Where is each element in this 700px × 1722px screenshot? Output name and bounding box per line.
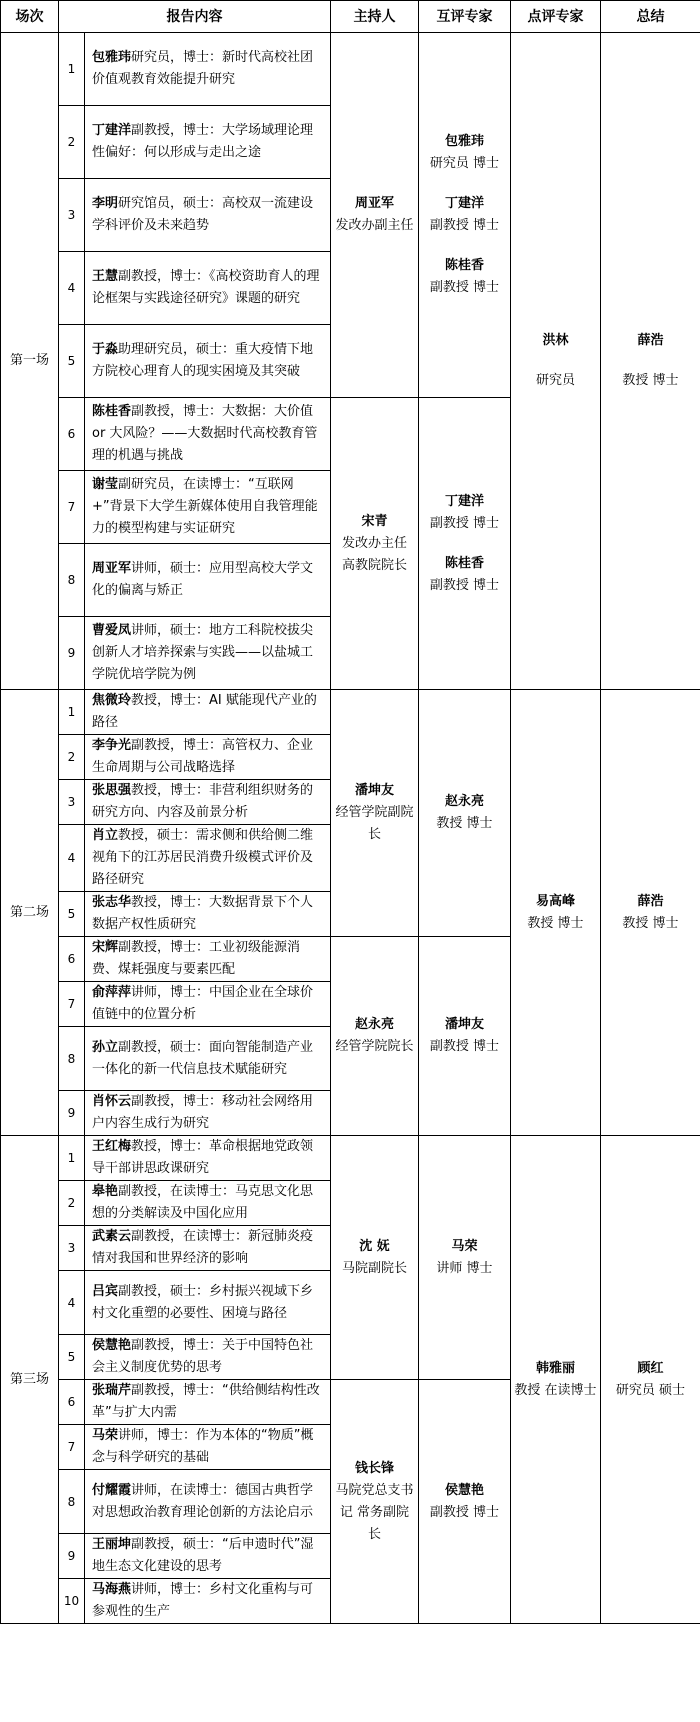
report-content <box>85 544 331 617</box>
host-cell <box>331 1136 419 1380</box>
host-title: 发改办主任 高教院院长 <box>341 535 407 573</box>
report-no: 6 <box>67 1395 76 1409</box>
report-no: 7 <box>67 1440 76 1454</box>
schedule-body <box>1 33 700 1624</box>
report-no: 5 <box>67 1350 76 1364</box>
peer-title: 研究员 博士 <box>429 156 500 171</box>
report-no: 8 <box>67 1051 76 1066</box>
host-title: 发改办副主任 <box>335 218 414 233</box>
header-content: 报告内容 <box>59 1 331 33</box>
presenter-name: 于淼 <box>92 342 119 357</box>
peer-name: 陈桂香 <box>444 555 484 571</box>
report-number <box>59 252 85 325</box>
report-content <box>85 1136 331 1181</box>
report-number <box>59 1335 85 1380</box>
report-text: 讲师，硕士：应用型高校大学文化的偏离与矫正 <box>92 561 314 598</box>
report-content <box>85 982 331 1027</box>
peer-title: 副教授 博士 <box>429 1039 500 1054</box>
report-no: 3 <box>67 1241 76 1255</box>
report-content <box>85 617 331 690</box>
presenter-name: 孙立 <box>92 1039 119 1055</box>
report-number <box>59 1181 85 1226</box>
host-title: 马院党总支书记 常务副院长 <box>335 1482 414 1542</box>
session-label <box>1 33 59 690</box>
report-content <box>85 398 331 471</box>
presenter-name: 李争光 <box>92 738 132 753</box>
report-no: 9 <box>67 1106 76 1120</box>
host-cell <box>331 1380 419 1624</box>
report-number <box>59 33 85 106</box>
report-content <box>85 325 331 398</box>
presenter-name: 陈桂香 <box>92 404 132 419</box>
report-text: 研究员，博士：新时代高校社团价值观教育效能提升研究 <box>92 50 314 87</box>
report-content <box>85 106 331 179</box>
report-number <box>59 179 85 252</box>
presenter-name: 皋艳 <box>92 1184 119 1199</box>
table-row <box>1 33 700 106</box>
report-no: 1 <box>67 1151 76 1165</box>
review-expert-cell <box>511 1136 601 1624</box>
summary-name: 薛浩 <box>637 333 664 348</box>
peer-name: 潘坤友 <box>444 1017 484 1032</box>
report-text: 副教授，博士：移动社会网络用户内容生成行为研究 <box>92 1094 314 1131</box>
header-review: 点评专家 <box>511 1 601 33</box>
presenter-name: 张瑞芹 <box>92 1383 132 1398</box>
host-title: 马院副院长 <box>341 1260 407 1276</box>
session-name: 第二场 <box>9 904 49 920</box>
review-expert-cell <box>511 33 601 690</box>
report-number <box>59 937 85 982</box>
spacer <box>422 175 507 193</box>
host-cell <box>331 690 419 937</box>
report-content <box>85 1271 331 1335</box>
report-content <box>85 690 331 735</box>
report-text: 教授，博士：大数据背景下个人数据产权性质研究 <box>92 895 314 932</box>
peer-title: 副教授 博士 <box>429 577 500 593</box>
review-name: 韩雅丽 <box>535 1360 575 1376</box>
host-cell <box>331 33 419 398</box>
presenter-name: 李明 <box>92 196 119 211</box>
report-no: 5 <box>67 354 76 368</box>
spacer <box>422 535 507 553</box>
report-content <box>85 1226 331 1271</box>
peer-expert-cell <box>419 937 511 1136</box>
review-name: 洪林 <box>542 333 569 348</box>
report-no: 7 <box>67 500 76 514</box>
summary-cell <box>601 1136 700 1624</box>
report-number <box>59 690 85 735</box>
report-number <box>59 1136 85 1181</box>
presenter-name: 俞萍萍 <box>92 985 132 1000</box>
presenter-name: 肖怀云 <box>92 1094 132 1109</box>
presenter-name: 周亚军 <box>92 561 132 576</box>
presenter-name: 王丽坤 <box>92 1537 132 1552</box>
report-text: 副教授，博士：大数据：大价值 or 大风险？——大数据时代高校教育管理的机遇与挑战 <box>92 404 318 463</box>
table-row <box>1 690 700 735</box>
report-no: 2 <box>67 1196 76 1210</box>
peer-title: 副教授 博士 <box>429 280 500 295</box>
peer-name: 赵永亮 <box>444 794 484 809</box>
report-text: 副教授，硕士：面向智能制造产业一体化的新一代信息技术赋能研究 <box>92 1039 314 1077</box>
host-name: 周亚军 <box>354 196 394 211</box>
peer-title: 讲师 博士 <box>436 1260 493 1276</box>
header-row <box>1 1 700 33</box>
peer-title: 副教授 博士 <box>429 218 500 233</box>
header-host: 主持人 <box>331 1 419 33</box>
report-no: 4 <box>67 1295 76 1310</box>
report-no: 5 <box>67 907 76 921</box>
peer-title: 副教授 博士 <box>429 515 500 531</box>
report-text: 副教授，博士：工业初级能源消费、煤耗强度与要素匹配 <box>92 940 301 977</box>
presenter-name: 王红梅 <box>92 1139 132 1154</box>
presenter-name: 丁建洋 <box>92 123 132 138</box>
report-content <box>85 471 331 544</box>
report-text: 讲师，博士：中国企业在全球价值链中的位置分析 <box>92 985 314 1022</box>
spacer <box>514 352 597 370</box>
summary-title: 教授 博士 <box>622 373 679 388</box>
report-content <box>85 179 331 252</box>
report-no: 10 <box>63 1594 80 1608</box>
report-number <box>59 617 85 690</box>
peer-name: 丁建洋 <box>444 493 484 509</box>
report-number <box>59 544 85 617</box>
report-no: 4 <box>67 281 76 295</box>
presenter-name: 曹爱凤 <box>92 623 132 638</box>
presenter-name: 包雅玮 <box>92 50 132 65</box>
presenter-name: 焦微玲 <box>92 693 132 708</box>
report-number <box>59 1380 85 1425</box>
report-no: 2 <box>67 135 76 149</box>
report-number <box>59 735 85 780</box>
peer-name: 马荣 <box>451 1238 478 1254</box>
session-label <box>1 690 59 1136</box>
report-text: 教授，博士：AI 赋能现代产业的路径 <box>92 693 317 730</box>
report-number <box>59 471 85 544</box>
report-content <box>85 1425 331 1470</box>
report-text: 副教授，在读博士：新冠肺炎疫情对我国和世界经济的影响 <box>92 1229 314 1266</box>
report-content <box>85 780 331 825</box>
peer-name: 丁建洋 <box>444 196 484 211</box>
report-content <box>85 1091 331 1136</box>
peer-title: 教授 博士 <box>436 816 493 831</box>
report-content <box>85 937 331 982</box>
peer-expert-cell <box>419 1380 511 1624</box>
report-number <box>59 982 85 1027</box>
summary-name: 薛浩 <box>637 893 664 909</box>
report-number <box>59 892 85 937</box>
presenter-name: 张思强 <box>92 783 132 798</box>
report-number <box>59 1425 85 1470</box>
peer-name: 陈桂香 <box>444 258 484 273</box>
host-title: 经管学院院长 <box>335 1039 414 1054</box>
presenter-name: 吕宾 <box>92 1283 119 1299</box>
report-number <box>59 1470 85 1534</box>
report-text: 副教授，博士：大学场域理论理性偏好：何以形成与走出之途 <box>92 123 314 160</box>
report-no: 8 <box>67 1494 76 1509</box>
report-no: 7 <box>67 997 76 1011</box>
report-no: 9 <box>67 1549 76 1563</box>
report-content <box>85 1534 331 1579</box>
review-title: 教授 博士 <box>527 915 584 931</box>
report-text: 讲师，博士：乡村文化重构与可参观性的生产 <box>92 1582 314 1619</box>
peer-expert-cell <box>419 33 511 398</box>
host-name: 宋青 <box>361 513 388 529</box>
presenter-name: 张志华 <box>92 895 132 910</box>
report-text: 研究馆员，硕士：高校双一流建设学科评价及未来趋势 <box>92 196 314 233</box>
host-name: 赵永亮 <box>354 1017 394 1032</box>
host-name: 沈 妩 <box>359 1238 390 1254</box>
report-no: 1 <box>67 705 76 719</box>
spacer <box>604 352 697 370</box>
report-content <box>85 735 331 780</box>
presenter-name: 马海燕 <box>92 1582 132 1597</box>
presenter-name: 谢莹 <box>92 477 119 492</box>
report-no: 6 <box>67 427 76 441</box>
peer-expert-cell <box>419 690 511 937</box>
report-content <box>85 1470 331 1534</box>
report-number <box>59 106 85 179</box>
report-no: 9 <box>67 646 76 660</box>
report-number <box>59 325 85 398</box>
report-text: 助理研究员，硕士：重大疫情下地方院校心理育人的现实困境及其突破 <box>92 342 314 379</box>
report-text: 副教授，硕士：“后申遗时代”湿地生态文化建设的思考 <box>92 1537 314 1574</box>
report-number <box>59 1534 85 1579</box>
header-peer: 互评专家 <box>419 1 511 33</box>
report-number <box>59 1226 85 1271</box>
report-content <box>85 33 331 106</box>
report-text: 副教授，博士：《高校资助育人的理论框架与实践途径研究》课题的研究 <box>92 269 320 306</box>
host-name: 钱长锋 <box>354 1460 394 1476</box>
summary-title: 教授 博士 <box>622 915 679 931</box>
presenter-name: 武素云 <box>92 1229 132 1244</box>
header-session: 场次 <box>1 1 59 33</box>
review-expert-cell <box>511 690 601 1136</box>
session-label <box>1 1136 59 1624</box>
host-title: 经管学院副院长 <box>335 805 414 842</box>
report-no: 1 <box>67 62 76 76</box>
review-title: 研究员 <box>535 373 575 388</box>
report-text: 副教授，博士：“供给侧结构性改革”与扩大内需 <box>92 1383 320 1420</box>
host-cell <box>331 937 419 1136</box>
report-no: 2 <box>67 750 76 764</box>
report-number <box>59 825 85 892</box>
report-text: 讲师，硕士：地方工科院校拔尖创新人才培养探索与实践——以盐城工学院优培学院为例 <box>92 623 314 682</box>
report-text: 副教授，在读博士：马克思文化思想的分类解读及中国化应用 <box>92 1184 314 1221</box>
report-number <box>59 780 85 825</box>
report-content <box>85 892 331 937</box>
report-number <box>59 1091 85 1136</box>
spacer <box>422 237 507 255</box>
report-number <box>59 1579 85 1624</box>
report-text: 副教授，博士：高管权力、企业生命周期与公司战略选择 <box>92 738 314 775</box>
report-content <box>85 1335 331 1380</box>
presenter-name: 马荣 <box>92 1428 119 1443</box>
report-no: 3 <box>67 795 76 809</box>
report-text: 教授，博士：非营利组织财务的研究方向、内容及前景分析 <box>92 783 314 820</box>
host-name: 潘坤友 <box>354 783 394 798</box>
header-summary: 总结 <box>601 1 700 33</box>
report-number <box>59 1271 85 1335</box>
report-text: 教授，博士：革命根据地党政领导干部讲思政课研究 <box>92 1139 314 1176</box>
report-text: 副教授，硕士：乡村振兴视域下乡村文化重塑的必要性、困境与路径 <box>92 1283 314 1321</box>
summary-cell <box>601 690 700 1136</box>
host-cell <box>331 398 419 690</box>
summary-title: 研究员 硕士 <box>615 1382 686 1398</box>
report-text: 副研究员，在读博士：“互联网+”背景下大学生新媒体使用自我管理能力的模型构建与实证研究 <box>92 477 318 536</box>
summary-name: 顾红 <box>637 1360 664 1376</box>
presenter-name: 宋辉 <box>92 940 119 955</box>
table-row <box>1 1136 700 1181</box>
report-content <box>85 1181 331 1226</box>
report-content <box>85 252 331 325</box>
report-text: 讲师，在读博士：德国古典哲学对思想政治教育理论创新的方法论启示 <box>92 1482 314 1520</box>
peer-name: 包雅玮 <box>444 134 484 149</box>
report-no: 4 <box>67 851 76 865</box>
report-no: 6 <box>67 952 76 966</box>
report-text: 教授，硕士：需求侧和供给侧二维视角下的江苏居民消费升级模式评价及路径研究 <box>92 828 314 887</box>
peer-expert-cell <box>419 1136 511 1380</box>
report-text: 讲师，博士：作为本体的“物质”概念与科学研究的基础 <box>92 1428 314 1465</box>
report-text: 副教授，博士：关于中国特色社会主义制度优势的思考 <box>92 1338 314 1375</box>
report-no: 3 <box>67 208 76 222</box>
session-name: 第一场 <box>9 353 49 368</box>
report-content <box>85 825 331 892</box>
presenter-name: 付耀霞 <box>92 1482 132 1498</box>
report-content <box>85 1579 331 1624</box>
session-name: 第三场 <box>9 1371 49 1387</box>
report-content <box>85 1027 331 1091</box>
presenter-name: 侯慧艳 <box>92 1338 132 1353</box>
presenter-name: 王慧 <box>92 269 119 284</box>
review-name: 易高峰 <box>535 893 575 909</box>
review-title: 教授 在读博士 <box>514 1382 597 1398</box>
report-number <box>59 1027 85 1091</box>
peer-expert-cell <box>419 398 511 690</box>
peer-name: 侯慧艳 <box>444 1482 484 1498</box>
report-no: 8 <box>67 573 76 587</box>
summary-cell <box>601 33 700 690</box>
report-content <box>85 1380 331 1425</box>
report-number <box>59 398 85 471</box>
peer-title: 副教授 博士 <box>429 1504 500 1520</box>
presenter-name: 肖立 <box>92 828 119 843</box>
